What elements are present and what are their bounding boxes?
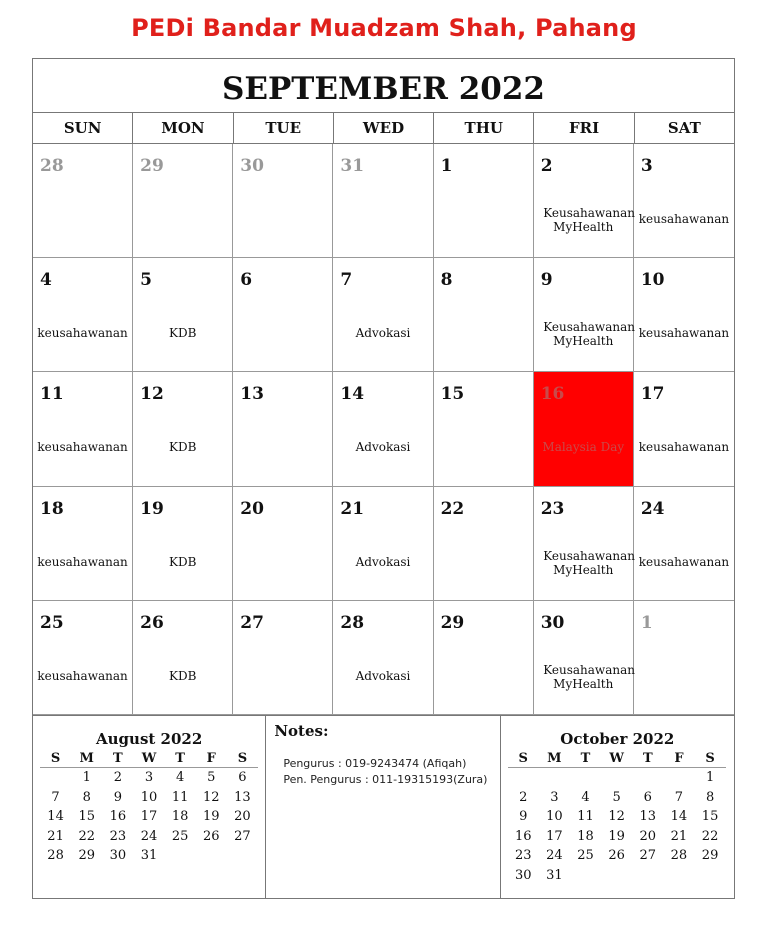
day-cell [534, 601, 634, 715]
mini-day: 3 [550, 789, 559, 805]
mini-weekday-header: M [539, 749, 570, 768]
mini-day: 13 [639, 809, 657, 825]
day-number: 10 [640, 270, 665, 291]
calendar-footer [33, 715, 734, 898]
day-cell [233, 601, 333, 715]
day-cell [233, 258, 333, 372]
day-cell [333, 601, 433, 715]
mini-day: 1 [705, 770, 715, 786]
mini-day: 2 [519, 789, 528, 805]
mini-day: 19 [203, 809, 220, 825]
mini-day [570, 866, 601, 886]
mini-day [663, 866, 694, 886]
day-number: 2 [540, 156, 553, 176]
event-label: Advokasi [355, 440, 411, 455]
mini-weekday-header: M [71, 749, 102, 768]
mini-day: 31 [546, 867, 563, 883]
mini-day: 28 [47, 848, 64, 864]
mini-calendar-october [501, 716, 734, 898]
day-cell [333, 258, 433, 372]
day-number: 18 [40, 498, 64, 519]
mini-day: 9 [519, 809, 528, 825]
event-label: Advokasi [355, 554, 411, 569]
day-number: 31 [340, 156, 365, 176]
mini-day: 21 [47, 828, 64, 844]
mini-day: 5 [207, 770, 216, 786]
mini-day: 8 [705, 789, 715, 805]
day-cell [434, 258, 534, 372]
day-cell [233, 372, 333, 486]
day-cell [634, 601, 734, 715]
mini-day: 16 [514, 828, 532, 844]
mini-day: 24 [546, 848, 563, 864]
day-cell [33, 487, 133, 601]
event-label: Malaysia Day [542, 440, 625, 455]
day-cell [333, 372, 433, 486]
day-number: 30 [540, 612, 565, 633]
mini-day: 18 [171, 809, 189, 825]
event-label: Keusahawanan MyHealth [543, 206, 635, 234]
mini-weekday-header: T [165, 749, 196, 768]
mini-day: 19 [608, 828, 625, 844]
mini-day: 11 [171, 789, 189, 805]
mini-day: 17 [546, 828, 563, 844]
mini-day [632, 768, 663, 788]
mini-day: 23 [109, 828, 127, 844]
note-line: Pen. Pengurus : 011-19315193(Zura) [283, 773, 488, 786]
mini-day: 4 [581, 789, 590, 805]
event-label: KDB [169, 554, 197, 569]
page-header-title: PEDi Bandar Muadzam Shah, Pahang [131, 14, 637, 42]
weekday-header-row [33, 113, 734, 144]
mini-day: 20 [234, 809, 251, 825]
mini-weekday-header: F [663, 749, 694, 768]
event-label: KDB [169, 326, 197, 341]
mini-day: 5 [612, 789, 621, 805]
calendar [32, 58, 735, 899]
day-number: 28 [340, 612, 365, 633]
day-number: 12 [140, 384, 164, 405]
mini-day: 20 [639, 828, 657, 844]
day-number: 7 [340, 270, 353, 291]
day-cell [534, 258, 634, 372]
note-line: Pengurus : 019-9243474 (Afiqah) [283, 757, 467, 770]
mini-day [165, 846, 196, 866]
day-number: 29 [140, 156, 164, 176]
mini-day: 17 [140, 809, 158, 825]
day-cell [333, 144, 433, 258]
mini-day: 6 [643, 789, 652, 805]
day-number: 6 [240, 270, 253, 291]
mini-weekday-header: T [102, 749, 133, 768]
mini-day [508, 768, 539, 788]
day-cell [534, 144, 634, 258]
mini-day: 18 [577, 828, 594, 844]
day-cell [133, 372, 233, 486]
day-number: 29 [440, 612, 465, 633]
day-cell [634, 144, 734, 258]
mini-day: 16 [109, 809, 127, 825]
mini-weekday-header: W [133, 749, 164, 768]
mini-weekday-header: F [196, 749, 227, 768]
mini-day: 14 [47, 809, 64, 825]
mini-day: 30 [514, 867, 532, 883]
event-label: Advokasi [355, 326, 411, 341]
day-number: 13 [240, 384, 264, 405]
day-number: 3 [640, 156, 653, 176]
day-cell-holiday [534, 372, 634, 486]
mini-day: 23 [514, 848, 532, 864]
mini-day [570, 768, 601, 788]
mini-day: 28 [670, 848, 688, 864]
day-cell [634, 258, 734, 372]
mini-day: 31 [140, 848, 158, 864]
mini-day: 12 [203, 789, 220, 805]
mini-day: 15 [78, 809, 95, 825]
mini-day: 27 [234, 828, 251, 844]
mini-day: 8 [82, 789, 91, 805]
mini-weekday-header: S [695, 749, 726, 768]
mini-day: 3 [144, 770, 154, 786]
weekday-header: SUN [33, 113, 133, 143]
mini-day: 22 [701, 828, 719, 844]
mini-day: 9 [113, 789, 122, 805]
day-number: 19 [140, 498, 164, 519]
mini-day [632, 866, 663, 886]
month-title: SEPTEMBER 2022 [33, 59, 734, 113]
day-cell [133, 601, 233, 715]
mini-day: 21 [670, 828, 688, 844]
day-cell [133, 258, 233, 372]
event-label: Advokasi [355, 668, 411, 683]
day-number: 23 [540, 498, 565, 519]
notes-title: Notes: [274, 722, 329, 740]
mini-day: 12 [608, 809, 625, 825]
mini-day: 29 [701, 848, 719, 864]
mini-day: 24 [140, 828, 158, 844]
notes-panel [266, 716, 500, 898]
day-number: 27 [240, 612, 264, 633]
mini-calendar-august [33, 716, 266, 898]
weekday-header: MON [133, 113, 233, 143]
day-number: 1 [440, 156, 453, 176]
mini-day: 1 [82, 770, 91, 786]
mini-weekday-header: T [632, 749, 663, 768]
day-number: 16 [540, 384, 565, 405]
mini-day: 22 [78, 828, 95, 844]
day-cell [233, 144, 333, 258]
event-label: keusahawanan [37, 440, 128, 455]
mini-weekday-header: T [570, 749, 601, 768]
day-cell [133, 144, 233, 258]
mini-day: 15 [701, 809, 719, 825]
day-number: 25 [40, 612, 64, 633]
mini-day: 26 [608, 848, 625, 864]
calendar-grid [33, 144, 734, 715]
day-cell [534, 487, 634, 601]
mini-weekday-header: S [40, 749, 71, 768]
mini-calendar-title: August 2022 [96, 730, 203, 748]
day-number: 1 [640, 612, 653, 633]
day-number: 4 [40, 270, 52, 291]
day-number: 5 [140, 270, 152, 291]
mini-weekday-header: S [227, 749, 258, 768]
day-number: 11 [40, 384, 64, 405]
day-number: 22 [440, 498, 465, 519]
mini-day [40, 768, 71, 788]
mini-weekday-header: S [508, 749, 539, 768]
mini-day: 10 [546, 809, 563, 825]
day-number: 24 [640, 498, 665, 519]
day-cell [434, 487, 534, 601]
event-label: Keusahawanan MyHealth [543, 320, 635, 349]
day-number: 17 [640, 384, 665, 405]
day-cell [33, 144, 133, 258]
day-cell [434, 372, 534, 486]
mini-day: 7 [674, 789, 684, 805]
day-cell [33, 601, 133, 715]
mini-day [227, 846, 258, 866]
mini-day: 6 [238, 770, 247, 786]
mini-day [695, 866, 726, 886]
day-cell [634, 372, 734, 486]
event-label: keusahawanan [37, 554, 128, 569]
weekday-header: WED [334, 113, 434, 143]
day-number: 21 [340, 498, 365, 519]
mini-day: 4 [175, 770, 185, 786]
mini-calendar-table [508, 749, 726, 885]
event-label: keusahawanan [37, 668, 128, 683]
weekday-header: TUE [234, 113, 334, 143]
event-label: keusahawanan [638, 554, 730, 569]
event-label: KDB [169, 440, 197, 455]
event-label: keusahawanan [638, 326, 730, 341]
day-number: 20 [240, 498, 264, 519]
mini-day: 29 [78, 848, 95, 864]
mini-day: 7 [51, 789, 60, 805]
mini-day: 2 [113, 770, 122, 786]
mini-day [539, 768, 570, 788]
mini-day: 14 [670, 809, 688, 825]
mini-day [601, 866, 632, 886]
day-cell [233, 487, 333, 601]
mini-calendar-title: October 2022 [560, 730, 675, 748]
mini-day: 13 [234, 789, 251, 805]
day-cell [634, 487, 734, 601]
day-number: 8 [440, 270, 453, 291]
mini-day: 25 [171, 828, 189, 844]
day-number: 9 [540, 270, 553, 291]
mini-day: 27 [639, 848, 657, 864]
mini-day: 10 [140, 789, 158, 805]
mini-calendar-table [40, 749, 258, 866]
day-cell [434, 144, 534, 258]
event-label: keusahawanan [37, 326, 128, 341]
day-number: 30 [240, 156, 264, 176]
weekday-header: THU [434, 113, 534, 143]
mini-day: 25 [577, 848, 594, 864]
mini-day [196, 846, 227, 866]
mini-day [601, 768, 632, 788]
event-label: KDB [169, 668, 197, 683]
day-number: 15 [440, 384, 465, 405]
day-cell [33, 372, 133, 486]
day-number: 14 [340, 384, 365, 405]
mini-day: 30 [109, 848, 127, 864]
event-label: keusahawanan [638, 212, 730, 226]
event-label: Keusahawanan MyHealth [543, 662, 635, 691]
day-cell [33, 258, 133, 372]
day-cell [133, 487, 233, 601]
day-cell [333, 487, 433, 601]
day-number: 26 [140, 612, 164, 633]
weekday-header: SAT [667, 119, 701, 137]
day-number: 28 [40, 156, 64, 176]
event-label: Keusahawanan MyHealth [543, 548, 635, 577]
mini-weekday-header: W [601, 749, 632, 768]
mini-day: 26 [203, 828, 220, 844]
event-label: keusahawanan [638, 440, 730, 455]
mini-day [663, 768, 694, 788]
mini-day: 11 [577, 809, 594, 825]
day-cell [434, 601, 534, 715]
weekday-header: FRI [534, 113, 634, 143]
